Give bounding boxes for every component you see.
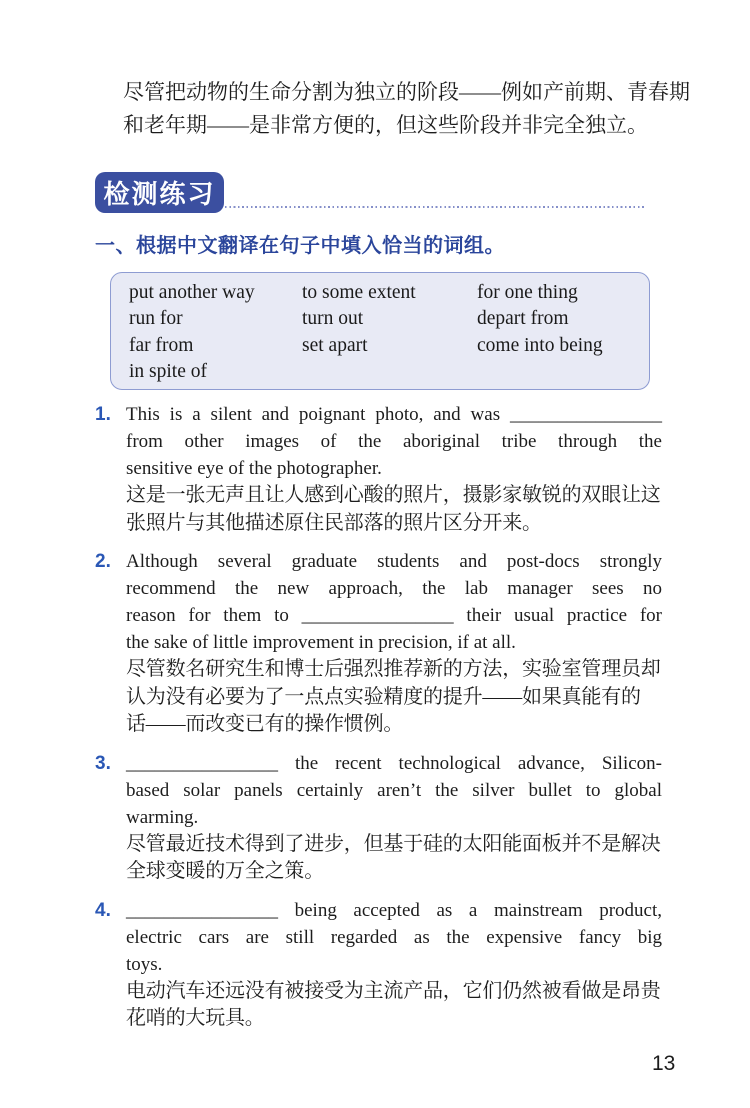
question-en-line: ________________ the recent technological advance, Silicon- bbox=[126, 752, 662, 774]
question-en-line: Although several graduate students and post-docs strongly bbox=[126, 551, 662, 572]
question-en-line: This is a silent and poignant photo, and was ________________ bbox=[126, 404, 662, 425]
question-body bbox=[126, 401, 662, 537]
phrase-item: turn out bbox=[302, 308, 364, 330]
question-item-2 bbox=[95, 548, 665, 739]
question-body bbox=[126, 897, 662, 1033]
question-en-line: the sake of little improvement in precision, if at all. bbox=[126, 632, 516, 653]
question-item-1 bbox=[95, 401, 665, 537]
question-list bbox=[95, 401, 665, 1044]
question-zh-line: 花哨的大玩具。 bbox=[126, 1007, 265, 1029]
question-en-line: sensitive eye of the photographer. bbox=[126, 458, 382, 479]
phrase-item: in spite of bbox=[129, 360, 207, 382]
question-item-4 bbox=[95, 897, 665, 1033]
question-en-line: based solar panels certainly aren’t the silver bullet to global bbox=[126, 779, 662, 801]
word-bank bbox=[110, 272, 650, 390]
question-en-line: electric cars are still regarded as the expensive fancy big bbox=[126, 926, 662, 948]
question-en-line: ________________ being accepted as a mainstream product, bbox=[126, 899, 662, 921]
page-number: 13 bbox=[652, 1052, 676, 1075]
intro-line: 尽管把动物的生命分割为独立的阶段——例如产前期、青春期 bbox=[123, 80, 690, 104]
dotted-rule bbox=[225, 206, 645, 208]
exercise-instruction: 一、根据中文翻译在句子中填入恰当的词组。 bbox=[95, 235, 505, 257]
question-en-line: warming. bbox=[126, 806, 199, 828]
question-number: 3. bbox=[95, 752, 111, 774]
intro-line: 和老年期——是非常方便的，但这些阶段并非完全独立。 bbox=[123, 113, 648, 137]
question-en-line: from other images of the aboriginal tribe through the bbox=[126, 431, 662, 452]
phrase-item: set apart bbox=[302, 334, 368, 356]
phrase-item bbox=[477, 359, 639, 385]
question-zh-line: 这是一张无声且让人感到心酸的照片，摄影家敏锐的双眼让这 bbox=[126, 484, 661, 506]
question-zh-line: 话——而改变已有的操作惯例。 bbox=[126, 713, 404, 735]
question-item-3 bbox=[95, 750, 665, 886]
question-body bbox=[126, 548, 662, 739]
question-number: 4. bbox=[95, 899, 111, 921]
phrase-item: come into being bbox=[477, 334, 603, 356]
question-number: 1. bbox=[95, 404, 111, 425]
question-zh-line: 尽管最近技术得到了进步，但基于硅的太阳能面板并不是解决 bbox=[126, 832, 661, 855]
phrase-item: to some extent bbox=[302, 282, 416, 303]
question-number: 2. bbox=[95, 551, 111, 572]
section-badge: 检测练习 bbox=[95, 172, 224, 213]
question-en-line: recommend the new approach, the lab manager sees no bbox=[126, 578, 662, 599]
question-zh-line: 认为没有必要为了一点点实验精度的提升——如果真能有的 bbox=[126, 685, 641, 708]
question-body bbox=[126, 750, 662, 886]
question-en-line: reason for them to ________________ their usual practice for bbox=[126, 605, 662, 626]
question-zh-line: 尽管数名研究生和博士后强烈推荐新的方法，实验室管理员却 bbox=[126, 658, 661, 680]
question-en-line: toys. bbox=[126, 953, 163, 975]
question-zh-line: 全球变暖的万全之策。 bbox=[126, 860, 324, 882]
phrase-item bbox=[302, 359, 477, 385]
question-zh-line: 张照片与其他描述原住民部落的照片区分开来。 bbox=[126, 511, 542, 534]
question-zh-line: 电动汽车还远没有被接受为主流产品，它们仍然被看做是昂贵 bbox=[126, 979, 661, 1002]
phrase-item: for one thing bbox=[477, 282, 578, 303]
phrase-item: run for bbox=[129, 308, 183, 330]
word-bank-grid bbox=[129, 280, 639, 385]
phrase-item: put another way bbox=[129, 282, 255, 303]
phrase-item: depart from bbox=[477, 308, 569, 330]
phrase-item: far from bbox=[129, 334, 194, 356]
intro-paragraph bbox=[123, 76, 690, 142]
